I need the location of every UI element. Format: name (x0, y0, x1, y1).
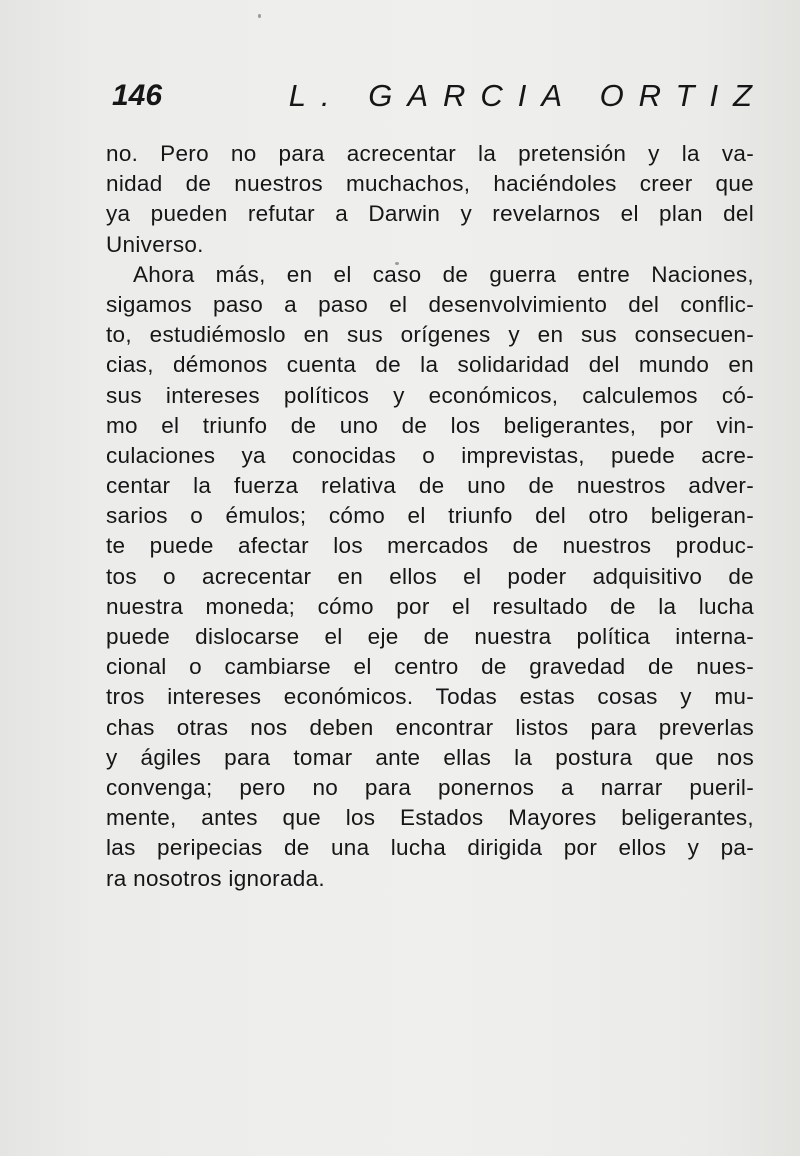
text-line: te puede afectar los mercados de nuestros produc- (106, 533, 754, 559)
text-line: nuestra moneda; cómo por el resultado de la lucha (106, 593, 754, 619)
text-line: Ahora más, en el caso de guerra entre Naciones, (133, 261, 754, 287)
text-line: ya pueden refutar a Darwin y revelarnos el plan del (106, 201, 754, 227)
text-line: las peripecias de una lucha dirigida por ellos y pa- (106, 835, 754, 861)
text-line: cias, démonos cuenta de la solidaridad del mundo en (106, 352, 754, 378)
text-line: nidad de nuestros muchachos, haciéndoles creer que (106, 171, 754, 197)
page-number: 146 (112, 79, 163, 112)
body-text (106, 139, 754, 894)
text-line: Universo. (106, 231, 204, 257)
page-header (112, 76, 767, 116)
text-line: sigamos paso a paso el desenvolvimiento del conflic- (106, 291, 754, 317)
text-line: tos o acrecentar en ellos el poder adquisitivo de (106, 563, 754, 589)
text-line: cional o cambiarse el centro de gravedad de nues- (106, 654, 754, 680)
text-line: sus intereses políticos y económicos, calculemos có- (106, 382, 754, 408)
text-line: convenga; pero no para ponernos a narrar pueril- (106, 774, 754, 800)
text-line: ra nosotros ignorada. (106, 865, 325, 891)
text-line: puede dislocarse el eje de nuestra política interna- (106, 624, 754, 649)
text-line: tros intereses económicos. Todas estas cosas y mu- (106, 684, 754, 710)
text-line: sarios o émulos; cómo el triunfo del otro beligeran- (106, 503, 754, 529)
text-line: culaciones ya conocidas o imprevistas, puede acre- (106, 442, 754, 468)
text-line: centar la fuerza relativa de uno de nuestros adver- (106, 473, 754, 499)
text-line: chas otras nos deben encontrar listos para preverlas (106, 714, 754, 740)
paper-speck (258, 14, 261, 18)
text-line: no. Pero no para acrecentar la pretensión y la va- (106, 141, 754, 166)
text-line: y ágiles para tomar ante ellas la postura que nos (106, 744, 754, 770)
running-head: L. GARCIA ORTIZ (288, 78, 767, 113)
text-line: mo el triunfo de uno de los beligerantes, por vin- (106, 412, 754, 438)
text-line: mente, antes que los Estados Mayores beligerantes, (106, 805, 754, 831)
text-line: to, estudiémoslo en sus orígenes y en sus consecuen- (106, 322, 754, 348)
